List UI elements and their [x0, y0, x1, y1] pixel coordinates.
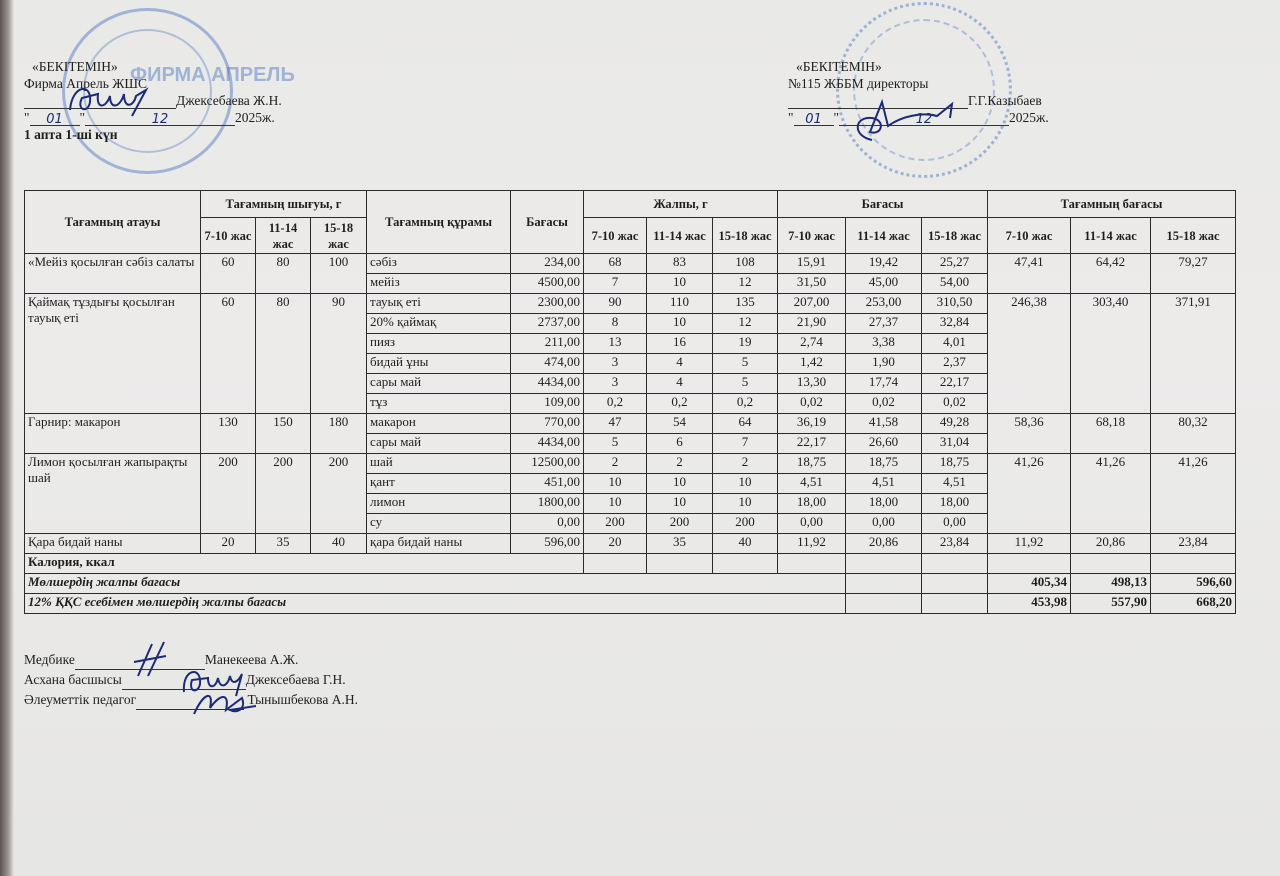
ingredient-grams: 5 [713, 374, 778, 394]
ingredient-cost: 253,00 [846, 294, 922, 314]
ingredient-cost: 31,50 [778, 274, 846, 294]
header-age-7-10: 7-10 жас [584, 218, 647, 254]
header-age-11-14: 11-14 жас [647, 218, 713, 254]
ingredient-grams: 68 [584, 254, 647, 274]
ingredient-grams: 0,2 [647, 394, 713, 414]
ingredient-grams: 110 [647, 294, 713, 314]
signatory-name: Манекеева А.Ж. [204, 652, 299, 667]
date-year: 2025ж. [235, 110, 275, 125]
total-value: 405,34 [988, 574, 1071, 594]
ingredient-price: 211,00 [511, 334, 584, 354]
header-age-15-18: 15-18 жас [922, 218, 988, 254]
ingredient-cost: 25,27 [922, 254, 988, 274]
dish-cost: 246,38 [988, 294, 1071, 414]
date-year: 2025ж. [1009, 110, 1049, 125]
ingredient-name: бидай ұны [367, 354, 511, 374]
ingredient-price: 1800,00 [511, 494, 584, 514]
ingredient-price: 12500,00 [511, 454, 584, 474]
dish-yield: 180 [311, 414, 367, 454]
vat-total-value: 668,20 [1151, 594, 1236, 614]
ingredient-price: 596,00 [511, 534, 584, 554]
ingredient-cost: 0,02 [778, 394, 846, 414]
ingredient-cost: 0,02 [922, 394, 988, 414]
header-age-7-10: 7-10 жас [988, 218, 1071, 254]
ingredient-grams: 12 [713, 274, 778, 294]
ingredient-cost: 18,00 [922, 494, 988, 514]
approval-heading: «БЕКІТЕМІН» [32, 59, 118, 74]
ingredient-name: 20% қаймақ [367, 314, 511, 334]
header-yield: Тағамның шығуы, г [201, 191, 367, 218]
ingredient-price: 451,00 [511, 474, 584, 494]
date-month: 12 [85, 111, 235, 126]
ingredient-cost: 20,86 [846, 534, 922, 554]
dish-yield: 40 [311, 534, 367, 554]
ingredient-cost: 17,74 [846, 374, 922, 394]
ingredient-grams: 40 [713, 534, 778, 554]
dish-name: Гарнир: макарон [25, 414, 201, 454]
ingredient-grams: 10 [647, 494, 713, 514]
ingredient-cost: 32,84 [922, 314, 988, 334]
signatory-role: Әлеуметтік педагог [24, 692, 137, 707]
ingredient-name: сары май [367, 374, 511, 394]
ingredient-cost: 2,74 [778, 334, 846, 354]
empty-cell [922, 574, 988, 594]
header-age-15-18: 15-18 жас [1151, 218, 1236, 254]
header-age-15-18: 15-18 жас [311, 218, 367, 254]
ingredient-name: қара бидай наны [367, 534, 511, 554]
ingredient-cost: 1,42 [778, 354, 846, 374]
ingredient-name: макарон [367, 414, 511, 434]
header-total-grams: Жалпы, г [584, 191, 778, 218]
ingredient-cost: 23,84 [922, 534, 988, 554]
ingredient-name: шай [367, 454, 511, 474]
table-row [25, 414, 1236, 434]
empty-cell [922, 594, 988, 614]
ingredient-name: су [367, 514, 511, 534]
ingredient-cost: 31,04 [922, 434, 988, 454]
ingredient-cost: 4,01 [922, 334, 988, 354]
ingredient-cost: 18,75 [846, 454, 922, 474]
ingredient-grams: 13 [584, 334, 647, 354]
calories-cell [713, 554, 778, 574]
dish-yield: 80 [256, 294, 311, 414]
dish-yield: 200 [311, 454, 367, 534]
approval-date: " 01 " 12 2025ж. [788, 110, 1049, 127]
vat-total-label: 12% ҚҚС есебімен мөлшердің жалпы бағасы [25, 594, 846, 614]
dish-cost: 58,36 [988, 414, 1071, 454]
ingredient-cost: 0,00 [778, 514, 846, 534]
ingredient-grams: 7 [584, 274, 647, 294]
ingredient-name: қант [367, 474, 511, 494]
header-age-11-14: 11-14 жас [256, 218, 311, 254]
ingredient-grams: 5 [584, 434, 647, 454]
dish-yield: 200 [201, 454, 256, 534]
ingredient-cost: 22,17 [922, 374, 988, 394]
ingredient-cost: 45,00 [846, 274, 922, 294]
ingredient-cost: 15,91 [778, 254, 846, 274]
ingredient-cost: 310,50 [922, 294, 988, 314]
signatory-name: Джексебаева Г.Н. [245, 672, 346, 687]
ingredient-grams: 0,2 [713, 394, 778, 414]
ingredient-cost: 18,75 [922, 454, 988, 474]
ingredient-cost: 13,30 [778, 374, 846, 394]
dish-yield: 100 [311, 254, 367, 294]
ingredient-cost: 0,00 [846, 514, 922, 534]
dish-yield: 150 [256, 414, 311, 454]
total-row [25, 574, 1236, 594]
ingredient-price: 0,00 [511, 514, 584, 534]
ingredient-price: 2300,00 [511, 294, 584, 314]
ingredient-grams: 35 [647, 534, 713, 554]
signature-scribble [842, 96, 962, 146]
ingredient-name: пияз [367, 334, 511, 354]
dish-name: Қара бидай наны [25, 534, 201, 554]
ingredient-grams: 10 [713, 494, 778, 514]
dish-yield: 60 [201, 294, 256, 414]
header-dish-name: Тағамның атауы [25, 191, 201, 254]
dish-cost: 41,26 [988, 454, 1071, 534]
dish-cost: 20,86 [1071, 534, 1151, 554]
approval-heading: «БЕКІТЕМІН» [796, 59, 882, 74]
ingredient-grams: 10 [647, 274, 713, 294]
ingredient-cost: 0,00 [922, 514, 988, 534]
dish-name: Қаймақ тұздығы қосылған тауық еті [25, 294, 201, 414]
signature-scribble [130, 640, 170, 680]
calories-cell [846, 554, 922, 574]
ingredient-cost: 19,42 [846, 254, 922, 274]
ingredient-grams: 3 [584, 354, 647, 374]
ingredient-price: 4434,00 [511, 374, 584, 394]
date-day: 01 [30, 111, 80, 126]
header-age-11-14: 11-14 жас [846, 218, 922, 254]
approval-org: №115 ЖББМ директоры [788, 76, 929, 91]
ingredient-grams: 10 [647, 314, 713, 334]
ingredient-grams: 200 [584, 514, 647, 534]
total-value: 596,60 [1151, 574, 1236, 594]
ingredient-grams: 12 [713, 314, 778, 334]
ingredient-grams: 2 [584, 454, 647, 474]
header-dish-cost: Тағамның бағасы [988, 191, 1236, 218]
ingredient-name: лимон [367, 494, 511, 514]
dish-yield: 35 [256, 534, 311, 554]
header-composition: Тағамның құрамы [367, 191, 511, 254]
ingredient-grams: 2 [713, 454, 778, 474]
ingredient-grams: 200 [647, 514, 713, 534]
ingredient-grams: 0,2 [584, 394, 647, 414]
ingredient-price: 109,00 [511, 394, 584, 414]
ingredient-cost: 1,90 [846, 354, 922, 374]
ingredient-grams: 10 [713, 474, 778, 494]
ingredient-grams: 16 [647, 334, 713, 354]
signature-scribble [190, 688, 260, 718]
ingredient-cost: 36,19 [778, 414, 846, 434]
table-row [25, 534, 1236, 554]
menu-cost-table [24, 190, 1236, 614]
header-age-15-18: 15-18 жас [713, 218, 778, 254]
ingredient-cost: 41,58 [846, 414, 922, 434]
ingredient-cost: 54,00 [922, 274, 988, 294]
ingredient-grams: 8 [584, 314, 647, 334]
week-day-label: 1 апта 1-ші күн [24, 127, 118, 142]
ingredient-grams: 108 [713, 254, 778, 274]
header-age-7-10: 7-10 жас [201, 218, 256, 254]
ingredient-grams: 5 [713, 354, 778, 374]
ingredient-grams: 10 [647, 474, 713, 494]
ingredient-cost: 207,00 [778, 294, 846, 314]
ingredient-grams: 10 [584, 494, 647, 514]
dish-yield: 20 [201, 534, 256, 554]
ingredient-grams: 2 [647, 454, 713, 474]
ingredient-cost: 27,37 [846, 314, 922, 334]
approval-org: Фирма Апрель ЖШС [24, 76, 147, 91]
dish-cost: 80,32 [1151, 414, 1236, 454]
signatory-role: Асхана басшысы [24, 672, 122, 687]
table-row [25, 294, 1236, 314]
approval-date: " 01 " 12 2025ж. [24, 110, 275, 127]
ingredient-name: тауық еті [367, 294, 511, 314]
vat-total-row [25, 594, 1236, 614]
table-row [25, 254, 1236, 274]
ingredient-grams: 4 [647, 374, 713, 394]
dish-cost: 371,91 [1151, 294, 1236, 414]
approval-name: Г.Г.Казыбаев [968, 93, 1042, 108]
ingredient-price: 4434,00 [511, 434, 584, 454]
dish-cost: 23,84 [1151, 534, 1236, 554]
ingredient-grams: 64 [713, 414, 778, 434]
signatory-role: Медбике [24, 652, 75, 667]
ingredient-cost: 4,51 [778, 474, 846, 494]
ingredient-price: 474,00 [511, 354, 584, 374]
ingredient-grams: 83 [647, 254, 713, 274]
dish-cost: 79,27 [1151, 254, 1236, 294]
dish-name: «Мейіз қосылған сәбіз салаты [25, 254, 201, 294]
ingredient-grams: 54 [647, 414, 713, 434]
empty-cell [846, 574, 922, 594]
ingredient-cost: 4,51 [922, 474, 988, 494]
header-age-7-10: 7-10 жас [778, 218, 846, 254]
ingredient-name: сары май [367, 434, 511, 454]
dish-cost: 303,40 [1071, 294, 1151, 414]
dish-cost: 68,18 [1071, 414, 1151, 454]
dish-yield: 200 [256, 454, 311, 534]
ingredient-cost: 49,28 [922, 414, 988, 434]
vat-total-value: 453,98 [988, 594, 1071, 614]
ingredient-cost: 18,00 [846, 494, 922, 514]
dish-cost: 41,26 [1151, 454, 1236, 534]
date-month: 12 [839, 111, 1009, 126]
ingredient-name: тұз [367, 394, 511, 414]
dish-cost: 11,92 [988, 534, 1071, 554]
ingredient-cost: 18,75 [778, 454, 846, 474]
ingredient-name: мейіз [367, 274, 511, 294]
ingredient-grams: 90 [584, 294, 647, 314]
paper-edge [0, 0, 14, 876]
dish-cost: 64,42 [1071, 254, 1151, 294]
total-label: Мөлшердің жалпы бағасы [25, 574, 846, 594]
ingredient-grams: 200 [713, 514, 778, 534]
calories-cell [988, 554, 1071, 574]
dish-yield: 90 [311, 294, 367, 414]
signatory-name: Тынышбекова А.Н. [247, 692, 358, 707]
ingredient-grams: 6 [647, 434, 713, 454]
table-body [25, 254, 1236, 614]
calories-cell [922, 554, 988, 574]
calories-cell [647, 554, 713, 574]
ingredient-grams: 19 [713, 334, 778, 354]
header-age-11-14: 11-14 жас [1071, 218, 1151, 254]
table-row [25, 454, 1236, 474]
dish-name: Лимон қосылған жапырақты шай [25, 454, 201, 534]
ingredient-price: 770,00 [511, 414, 584, 434]
ingredient-cost: 22,17 [778, 434, 846, 454]
approval-name: Джексебаева Ж.Н. [176, 93, 282, 108]
calories-label: Калория, ккал [25, 554, 584, 574]
ingredient-name: сәбіз [367, 254, 511, 274]
calories-cell [1071, 554, 1151, 574]
dish-cost: 47,41 [988, 254, 1071, 294]
ingredient-grams: 135 [713, 294, 778, 314]
ingredient-price: 2737,00 [511, 314, 584, 334]
ingredient-grams: 10 [584, 474, 647, 494]
ingredient-cost: 11,92 [778, 534, 846, 554]
dish-yield: 60 [201, 254, 256, 294]
calories-row [25, 554, 1236, 574]
dish-cost: 41,26 [1071, 454, 1151, 534]
ingredient-cost: 3,38 [846, 334, 922, 354]
dish-yield: 130 [201, 414, 256, 454]
date-day: 01 [794, 111, 834, 126]
ingredient-grams: 7 [713, 434, 778, 454]
ingredient-grams: 47 [584, 414, 647, 434]
ingredient-cost: 21,90 [778, 314, 846, 334]
total-value: 498,13 [1071, 574, 1151, 594]
ingredient-grams: 3 [584, 374, 647, 394]
empty-cell [846, 594, 922, 614]
ingredient-grams: 20 [584, 534, 647, 554]
ingredient-cost: 4,51 [846, 474, 922, 494]
calories-cell [584, 554, 647, 574]
ingredient-cost: 26,60 [846, 434, 922, 454]
ingredient-price: 234,00 [511, 254, 584, 274]
calories-cell [1151, 554, 1236, 574]
signature-scribble [62, 80, 172, 120]
ingredient-cost: 18,00 [778, 494, 846, 514]
stamp-text: ФИРМА АПРЕЛЬ [130, 64, 295, 86]
ingredient-price: 4500,00 [511, 274, 584, 294]
dish-yield: 80 [256, 254, 311, 294]
vat-total-value: 557,90 [1071, 594, 1151, 614]
ingredient-grams: 4 [647, 354, 713, 374]
header-price: Бағасы [511, 191, 584, 254]
calories-cell [778, 554, 846, 574]
ingredient-cost: 2,37 [922, 354, 988, 374]
ingredient-cost: 0,02 [846, 394, 922, 414]
header-cost: Бағасы [778, 191, 988, 218]
